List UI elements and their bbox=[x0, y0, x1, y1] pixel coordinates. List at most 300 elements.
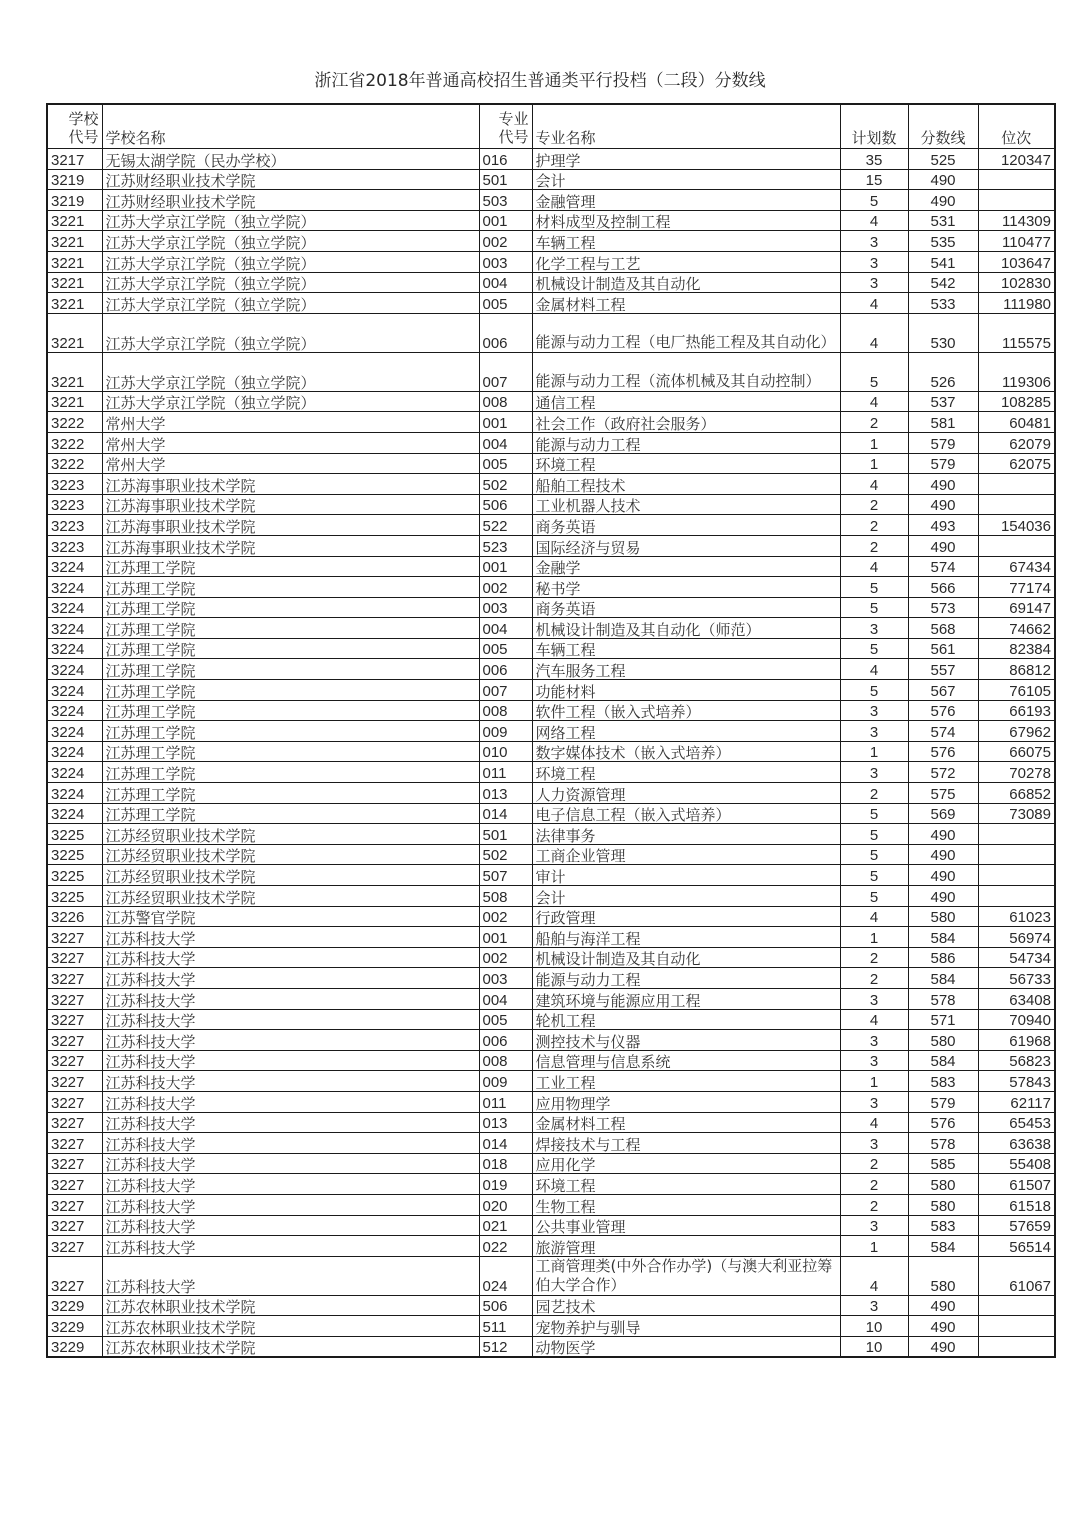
table-header-row bbox=[47, 104, 1055, 149]
table-row bbox=[47, 638, 1055, 659]
rank-cell: 56823 bbox=[978, 1050, 1055, 1071]
score-line-cell: 569 bbox=[908, 803, 978, 824]
school-name-cell: 江苏经贸职业技术学院 bbox=[102, 865, 479, 886]
plan-count-cell: 3 bbox=[840, 1215, 908, 1236]
school-code-cell: 3224 bbox=[47, 659, 102, 680]
table-row bbox=[47, 313, 1055, 352]
score-line-cell: 490 bbox=[908, 1295, 978, 1316]
rank-cell: 73089 bbox=[978, 803, 1055, 824]
school-name-cell: 江苏科技大学 bbox=[102, 1091, 479, 1112]
school-name-cell: 江苏海事职业技术学院 bbox=[102, 535, 479, 556]
score-line-cell: 542 bbox=[908, 272, 978, 293]
major-code-cell: 004 bbox=[479, 432, 532, 453]
major-code-cell: 002 bbox=[479, 947, 532, 968]
table-row bbox=[47, 968, 1055, 989]
plan-count-cell: 10 bbox=[840, 1316, 908, 1337]
major-code-cell: 010 bbox=[479, 741, 532, 762]
school-code-cell: 3221 bbox=[47, 391, 102, 412]
major-name-cell: 材料成型及控制工程 bbox=[532, 210, 840, 231]
major-name-cell: 软件工程（嵌入式培养） bbox=[532, 700, 840, 721]
major-name-cell: 护理学 bbox=[532, 149, 840, 170]
table-row bbox=[47, 190, 1055, 211]
plan-count-cell: 3 bbox=[840, 272, 908, 293]
school-code-cell: 3221 bbox=[47, 272, 102, 293]
table-row bbox=[47, 494, 1055, 515]
score-line-cell: 490 bbox=[908, 844, 978, 865]
plan-count-cell: 4 bbox=[840, 391, 908, 412]
major-name-cell: 化学工程与工艺 bbox=[532, 251, 840, 272]
school-name-cell: 无锡太湖学院（民办学校） bbox=[102, 149, 479, 170]
table-row bbox=[47, 824, 1055, 845]
major-name-cell: 工业工程 bbox=[532, 1071, 840, 1092]
major-name-cell: 船舶与海洋工程 bbox=[532, 927, 840, 948]
major-code-cell: 002 bbox=[479, 577, 532, 598]
score-line-cell: 576 bbox=[908, 700, 978, 721]
major-code-cell: 013 bbox=[479, 1112, 532, 1133]
score-line-cell: 586 bbox=[908, 947, 978, 968]
table-row bbox=[47, 700, 1055, 721]
major-name-cell: 金融学 bbox=[532, 556, 840, 577]
plan-count-cell: 2 bbox=[840, 535, 908, 556]
rank-cell: 56514 bbox=[978, 1236, 1055, 1257]
major-name-cell: 法律事务 bbox=[532, 824, 840, 845]
rank-cell: 61023 bbox=[978, 906, 1055, 927]
school-name-cell: 常州大学 bbox=[102, 432, 479, 453]
table-row bbox=[47, 149, 1055, 170]
major-code-cell: 006 bbox=[479, 313, 532, 352]
table-row bbox=[47, 251, 1055, 272]
major-name-cell: 生物工程 bbox=[532, 1194, 840, 1215]
rank-cell: 70940 bbox=[978, 1009, 1055, 1030]
major-code-cell: 014 bbox=[479, 1133, 532, 1154]
school-name-cell: 江苏科技大学 bbox=[102, 988, 479, 1009]
score-line-cell: 578 bbox=[908, 1133, 978, 1154]
rank-cell: 102830 bbox=[978, 272, 1055, 293]
school-code-cell: 3224 bbox=[47, 680, 102, 701]
score-line-cell: 537 bbox=[908, 391, 978, 412]
major-code-cell: 008 bbox=[479, 700, 532, 721]
table-row bbox=[47, 988, 1055, 1009]
school-name-cell: 江苏大学京江学院（独立学院） bbox=[102, 391, 479, 412]
major-name-cell: 行政管理 bbox=[532, 906, 840, 927]
major-name-cell: 机械设计制造及其自动化 bbox=[532, 947, 840, 968]
school-name-cell: 江苏大学京江学院（独立学院） bbox=[102, 251, 479, 272]
major-name-cell: 应用物理学 bbox=[532, 1091, 840, 1112]
major-code-cell: 005 bbox=[479, 638, 532, 659]
school-code-cell: 3224 bbox=[47, 638, 102, 659]
table-row bbox=[47, 947, 1055, 968]
school-code-cell: 3227 bbox=[47, 927, 102, 948]
plan-count-cell: 10 bbox=[840, 1336, 908, 1357]
major-name-cell: 园艺技术 bbox=[532, 1295, 840, 1316]
major-code-cell: 503 bbox=[479, 190, 532, 211]
major-code-cell: 020 bbox=[479, 1194, 532, 1215]
school-name-cell: 江苏大学京江学院（独立学院） bbox=[102, 210, 479, 231]
school-code-cell: 3222 bbox=[47, 432, 102, 453]
school-code-cell: 3224 bbox=[47, 577, 102, 598]
rank-cell: 65453 bbox=[978, 1112, 1055, 1133]
school-name-cell: 江苏理工学院 bbox=[102, 721, 479, 742]
school-code-cell: 3219 bbox=[47, 169, 102, 190]
plan-count-cell: 1 bbox=[840, 927, 908, 948]
table-body bbox=[47, 149, 1055, 1358]
major-code-cell: 501 bbox=[479, 824, 532, 845]
school-code-cell: 3225 bbox=[47, 886, 102, 907]
major-code-cell: 002 bbox=[479, 906, 532, 927]
school-code-cell: 3227 bbox=[47, 968, 102, 989]
major-code-cell: 003 bbox=[479, 597, 532, 618]
rank-cell: 63638 bbox=[978, 1133, 1055, 1154]
plan-count-cell: 2 bbox=[840, 412, 908, 433]
table-row bbox=[47, 169, 1055, 190]
school-name-cell: 常州大学 bbox=[102, 453, 479, 474]
score-line-cell: 580 bbox=[908, 1030, 978, 1051]
school-name-cell: 江苏科技大学 bbox=[102, 927, 479, 948]
major-code-cell: 506 bbox=[479, 494, 532, 515]
score-line-cell: 490 bbox=[908, 535, 978, 556]
major-name-cell: 宠物养护与驯导 bbox=[532, 1316, 840, 1337]
school-code-cell: 3227 bbox=[47, 1112, 102, 1133]
table-row bbox=[47, 1256, 1055, 1295]
plan-count-cell: 2 bbox=[840, 1194, 908, 1215]
school-code-cell: 3227 bbox=[47, 1009, 102, 1030]
school-name-cell: 江苏海事职业技术学院 bbox=[102, 515, 479, 536]
plan-count-cell: 1 bbox=[840, 432, 908, 453]
major-name-cell: 机械设计制造及其自动化（师范） bbox=[532, 618, 840, 639]
major-name-cell: 网络工程 bbox=[532, 721, 840, 742]
school-name-cell: 江苏经贸职业技术学院 bbox=[102, 844, 479, 865]
major-code-cell: 508 bbox=[479, 886, 532, 907]
major-code-cell: 523 bbox=[479, 535, 532, 556]
major-name-cell: 旅游管理 bbox=[532, 1236, 840, 1257]
school-code-cell: 3227 bbox=[47, 1194, 102, 1215]
school-code-cell: 3223 bbox=[47, 515, 102, 536]
school-code-cell: 3223 bbox=[47, 474, 102, 495]
school-code-cell: 3227 bbox=[47, 1071, 102, 1092]
score-line-cell: 493 bbox=[908, 515, 978, 536]
score-line-cell: 574 bbox=[908, 721, 978, 742]
school-code-cell: 3225 bbox=[47, 844, 102, 865]
major-name-cell: 汽车服务工程 bbox=[532, 659, 840, 680]
rank-cell: 119306 bbox=[978, 352, 1055, 391]
major-name-cell: 信息管理与信息系统 bbox=[532, 1050, 840, 1071]
major-name-cell: 通信工程 bbox=[532, 391, 840, 412]
header-plan: 计划数 bbox=[840, 104, 908, 149]
major-code-cell: 507 bbox=[479, 865, 532, 886]
school-name-cell: 江苏财经职业技术学院 bbox=[102, 169, 479, 190]
plan-count-cell: 5 bbox=[840, 886, 908, 907]
score-line-cell: 571 bbox=[908, 1009, 978, 1030]
plan-count-cell: 1 bbox=[840, 741, 908, 762]
table-row bbox=[47, 1050, 1055, 1071]
rank-cell bbox=[978, 865, 1055, 886]
school-code-cell: 3223 bbox=[47, 494, 102, 515]
school-name-cell: 江苏理工学院 bbox=[102, 680, 479, 701]
school-name-cell: 江苏科技大学 bbox=[102, 1030, 479, 1051]
score-line-cell: 574 bbox=[908, 556, 978, 577]
major-name-cell: 工商企业管理 bbox=[532, 844, 840, 865]
score-line-cell: 557 bbox=[908, 659, 978, 680]
school-code-cell: 3224 bbox=[47, 803, 102, 824]
major-code-cell: 002 bbox=[479, 231, 532, 252]
plan-count-cell: 5 bbox=[840, 352, 908, 391]
rank-cell: 54734 bbox=[978, 947, 1055, 968]
major-code-cell: 506 bbox=[479, 1295, 532, 1316]
major-code-cell: 011 bbox=[479, 1091, 532, 1112]
major-code-cell: 501 bbox=[479, 169, 532, 190]
plan-count-cell: 3 bbox=[840, 1030, 908, 1051]
rank-cell: 61518 bbox=[978, 1194, 1055, 1215]
major-name-cell: 能源与动力工程 bbox=[532, 432, 840, 453]
admission-score-table bbox=[46, 103, 1056, 1358]
major-name-cell: 公共事业管理 bbox=[532, 1215, 840, 1236]
plan-count-cell: 2 bbox=[840, 968, 908, 989]
table-row bbox=[47, 680, 1055, 701]
table-row bbox=[47, 412, 1055, 433]
school-code-cell: 3227 bbox=[47, 1236, 102, 1257]
major-code-cell: 007 bbox=[479, 680, 532, 701]
rank-cell bbox=[978, 494, 1055, 515]
plan-count-cell: 4 bbox=[840, 474, 908, 495]
table-row bbox=[47, 474, 1055, 495]
school-code-cell: 3224 bbox=[47, 618, 102, 639]
table-row bbox=[47, 597, 1055, 618]
rank-cell bbox=[978, 169, 1055, 190]
major-code-cell: 003 bbox=[479, 968, 532, 989]
plan-count-cell: 4 bbox=[840, 210, 908, 231]
school-name-cell: 江苏农林职业技术学院 bbox=[102, 1336, 479, 1357]
school-name-cell: 江苏理工学院 bbox=[102, 597, 479, 618]
score-line-cell: 579 bbox=[908, 1091, 978, 1112]
plan-count-cell: 3 bbox=[840, 618, 908, 639]
rank-cell: 63408 bbox=[978, 988, 1055, 1009]
school-name-cell: 江苏警官学院 bbox=[102, 906, 479, 927]
header-school-name: 学校名称 bbox=[102, 104, 479, 149]
score-line-cell: 576 bbox=[908, 741, 978, 762]
score-line-cell: 584 bbox=[908, 1236, 978, 1257]
plan-count-cell: 4 bbox=[840, 556, 908, 577]
header-score: 分数线 bbox=[908, 104, 978, 149]
rank-cell: 111980 bbox=[978, 293, 1055, 314]
major-code-cell: 022 bbox=[479, 1236, 532, 1257]
score-line-cell: 579 bbox=[908, 453, 978, 474]
table-row bbox=[47, 1236, 1055, 1257]
rank-cell: 120347 bbox=[978, 149, 1055, 170]
table-row bbox=[47, 231, 1055, 252]
rank-cell bbox=[978, 886, 1055, 907]
plan-count-cell: 1 bbox=[840, 1236, 908, 1257]
plan-count-cell: 3 bbox=[840, 700, 908, 721]
school-code-cell: 3219 bbox=[47, 190, 102, 211]
score-line-cell: 490 bbox=[908, 824, 978, 845]
school-name-cell: 江苏海事职业技术学院 bbox=[102, 494, 479, 515]
school-code-cell: 3227 bbox=[47, 1091, 102, 1112]
school-code-cell: 3224 bbox=[47, 741, 102, 762]
rank-cell: 57659 bbox=[978, 1215, 1055, 1236]
major-name-cell: 应用化学 bbox=[532, 1153, 840, 1174]
plan-count-cell: 2 bbox=[840, 1153, 908, 1174]
school-code-cell: 3222 bbox=[47, 412, 102, 433]
plan-count-cell: 4 bbox=[840, 659, 908, 680]
school-code-cell: 3227 bbox=[47, 947, 102, 968]
score-line-cell: 579 bbox=[908, 432, 978, 453]
major-name-cell: 金属材料工程 bbox=[532, 1112, 840, 1133]
major-code-cell: 013 bbox=[479, 783, 532, 804]
major-code-cell: 001 bbox=[479, 412, 532, 433]
table-row bbox=[47, 1194, 1055, 1215]
rank-cell bbox=[978, 1316, 1055, 1337]
table-row bbox=[47, 556, 1055, 577]
plan-count-cell: 2 bbox=[840, 515, 908, 536]
major-name-cell: 商务英语 bbox=[532, 515, 840, 536]
school-name-cell: 江苏科技大学 bbox=[102, 968, 479, 989]
plan-count-cell: 3 bbox=[840, 1133, 908, 1154]
plan-count-cell: 3 bbox=[840, 251, 908, 272]
rank-cell: 66193 bbox=[978, 700, 1055, 721]
rank-cell: 154036 bbox=[978, 515, 1055, 536]
major-name-cell: 机械设计制造及其自动化 bbox=[532, 272, 840, 293]
rank-cell: 62075 bbox=[978, 453, 1055, 474]
plan-count-cell: 4 bbox=[840, 906, 908, 927]
rank-cell: 61968 bbox=[978, 1030, 1055, 1051]
school-name-cell: 江苏经贸职业技术学院 bbox=[102, 886, 479, 907]
major-name-cell: 能源与动力工程（电厂热能工程及其自动化） bbox=[532, 313, 840, 352]
rank-cell: 61067 bbox=[978, 1256, 1055, 1295]
major-code-cell: 018 bbox=[479, 1153, 532, 1174]
school-name-cell: 江苏科技大学 bbox=[102, 947, 479, 968]
school-name-cell: 江苏大学京江学院（独立学院） bbox=[102, 272, 479, 293]
score-line-cell: 583 bbox=[908, 1071, 978, 1092]
school-name-cell: 江苏理工学院 bbox=[102, 618, 479, 639]
major-name-cell: 人力资源管理 bbox=[532, 783, 840, 804]
plan-count-cell: 3 bbox=[840, 231, 908, 252]
school-code-cell: 3221 bbox=[47, 251, 102, 272]
score-line-cell: 584 bbox=[908, 1050, 978, 1071]
major-code-cell: 006 bbox=[479, 659, 532, 680]
table-row bbox=[47, 659, 1055, 680]
school-code-cell: 3221 bbox=[47, 313, 102, 352]
school-name-cell: 江苏科技大学 bbox=[102, 1215, 479, 1236]
table-row bbox=[47, 783, 1055, 804]
table-row bbox=[47, 1336, 1055, 1357]
school-name-cell: 江苏理工学院 bbox=[102, 638, 479, 659]
school-code-cell: 3221 bbox=[47, 293, 102, 314]
rank-cell: 77174 bbox=[978, 577, 1055, 598]
plan-count-cell: 4 bbox=[840, 1112, 908, 1133]
plan-count-cell: 5 bbox=[840, 680, 908, 701]
table-row bbox=[47, 1153, 1055, 1174]
plan-count-cell: 1 bbox=[840, 453, 908, 474]
major-name-cell: 动物医学 bbox=[532, 1336, 840, 1357]
rank-cell: 103647 bbox=[978, 251, 1055, 272]
plan-count-cell: 5 bbox=[840, 844, 908, 865]
rank-cell: 61507 bbox=[978, 1174, 1055, 1195]
school-name-cell: 江苏理工学院 bbox=[102, 803, 479, 824]
table-row bbox=[47, 352, 1055, 391]
rank-cell: 66852 bbox=[978, 783, 1055, 804]
plan-count-cell: 5 bbox=[840, 865, 908, 886]
score-line-cell: 490 bbox=[908, 1336, 978, 1357]
rank-cell: 70278 bbox=[978, 762, 1055, 783]
school-name-cell: 江苏理工学院 bbox=[102, 700, 479, 721]
plan-count-cell: 3 bbox=[840, 1295, 908, 1316]
school-name-cell: 江苏科技大学 bbox=[102, 1236, 479, 1257]
school-name-cell: 江苏理工学院 bbox=[102, 762, 479, 783]
major-name-cell: 社会工作（政府社会服务） bbox=[532, 412, 840, 433]
rank-cell: 62117 bbox=[978, 1091, 1055, 1112]
school-code-cell: 3224 bbox=[47, 556, 102, 577]
score-line-cell: 490 bbox=[908, 169, 978, 190]
school-code-cell: 3221 bbox=[47, 210, 102, 231]
school-name-cell: 江苏农林职业技术学院 bbox=[102, 1295, 479, 1316]
major-name-cell: 能源与动力工程 bbox=[532, 968, 840, 989]
school-code-cell: 3221 bbox=[47, 352, 102, 391]
major-code-cell: 512 bbox=[479, 1336, 532, 1357]
score-line-cell: 490 bbox=[908, 474, 978, 495]
major-code-cell: 001 bbox=[479, 556, 532, 577]
major-code-cell: 009 bbox=[479, 721, 532, 742]
score-line-cell: 490 bbox=[908, 865, 978, 886]
major-code-cell: 502 bbox=[479, 474, 532, 495]
score-line-cell: 561 bbox=[908, 638, 978, 659]
major-code-cell: 007 bbox=[479, 352, 532, 391]
plan-count-cell: 3 bbox=[840, 988, 908, 1009]
score-line-cell: 580 bbox=[908, 1256, 978, 1295]
score-line-cell: 530 bbox=[908, 313, 978, 352]
school-code-cell: 3227 bbox=[47, 1215, 102, 1236]
table-row bbox=[47, 1091, 1055, 1112]
table-row bbox=[47, 906, 1055, 927]
major-name-cell: 焊接技术与工程 bbox=[532, 1133, 840, 1154]
major-code-cell: 008 bbox=[479, 391, 532, 412]
major-name-cell: 功能材料 bbox=[532, 680, 840, 701]
document-title: 浙江省2018年普通高校招生普通类平行投档（二段）分数线 bbox=[314, 71, 766, 91]
major-name-cell: 建筑环境与能源应用工程 bbox=[532, 988, 840, 1009]
table-row bbox=[47, 618, 1055, 639]
rank-cell bbox=[978, 190, 1055, 211]
school-code-cell: 3227 bbox=[47, 1030, 102, 1051]
school-code-cell: 3221 bbox=[47, 231, 102, 252]
major-code-cell: 001 bbox=[479, 210, 532, 231]
major-code-cell: 024 bbox=[479, 1256, 532, 1295]
school-code-cell: 3226 bbox=[47, 906, 102, 927]
school-name-cell: 江苏科技大学 bbox=[102, 1174, 479, 1195]
rank-cell: 110477 bbox=[978, 231, 1055, 252]
school-name-cell: 江苏大学京江学院（独立学院） bbox=[102, 352, 479, 391]
school-name-cell: 江苏财经职业技术学院 bbox=[102, 190, 479, 211]
table-row bbox=[47, 432, 1055, 453]
header-rank: 位次 bbox=[978, 104, 1055, 149]
plan-count-cell: 4 bbox=[840, 313, 908, 352]
plan-count-cell: 2 bbox=[840, 947, 908, 968]
score-line-cell: 568 bbox=[908, 618, 978, 639]
rank-cell: 55408 bbox=[978, 1153, 1055, 1174]
school-name-cell: 江苏海事职业技术学院 bbox=[102, 474, 479, 495]
table-row bbox=[47, 293, 1055, 314]
rank-cell bbox=[978, 824, 1055, 845]
table-row bbox=[47, 1071, 1055, 1092]
score-line-cell: 573 bbox=[908, 597, 978, 618]
plan-count-cell: 35 bbox=[840, 149, 908, 170]
score-line-cell: 566 bbox=[908, 577, 978, 598]
plan-count-cell: 3 bbox=[840, 1091, 908, 1112]
school-name-cell: 江苏科技大学 bbox=[102, 1256, 479, 1295]
major-code-cell: 004 bbox=[479, 272, 532, 293]
table-row bbox=[47, 865, 1055, 886]
major-code-cell: 004 bbox=[479, 618, 532, 639]
major-name-cell: 秘书学 bbox=[532, 577, 840, 598]
school-name-cell: 江苏科技大学 bbox=[102, 1050, 479, 1071]
